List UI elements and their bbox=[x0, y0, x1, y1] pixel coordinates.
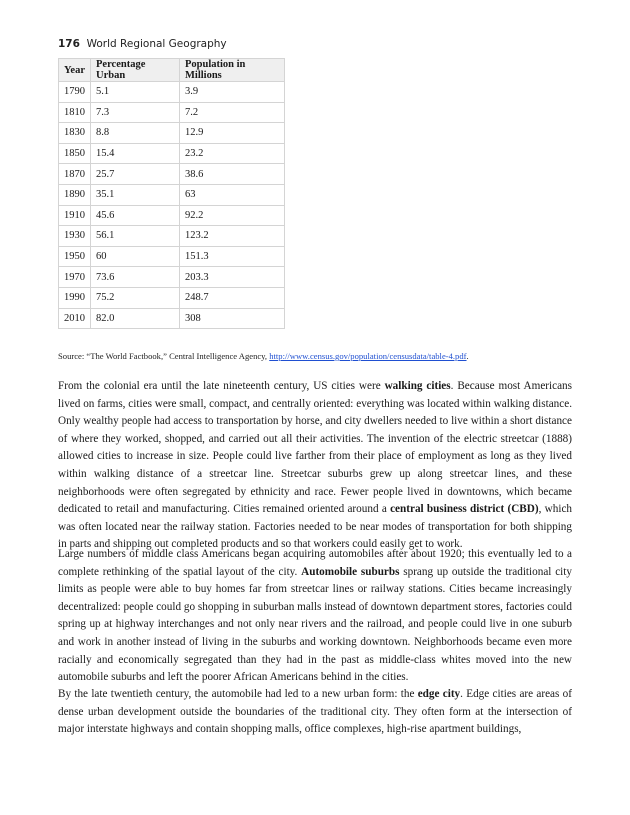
paragraph-walking-cities bbox=[58, 378, 572, 554]
cell-population: 92.2 bbox=[180, 205, 285, 226]
table-row bbox=[59, 184, 285, 205]
table-row bbox=[59, 164, 285, 185]
cell-percentage-urban: 5.1 bbox=[91, 82, 180, 103]
cell-population: 23.2 bbox=[180, 143, 285, 164]
cell-percentage-urban: 15.4 bbox=[91, 143, 180, 164]
book-title: World Regional Geography bbox=[86, 38, 227, 50]
text-run: From the colonial era until the late nineteenth century, US cities were bbox=[58, 380, 385, 392]
term-walking-cities: walking cities bbox=[384, 380, 451, 392]
table-row bbox=[59, 246, 285, 267]
cell-percentage-urban: 56.1 bbox=[91, 226, 180, 247]
table-row bbox=[59, 102, 285, 123]
table-row bbox=[59, 82, 285, 103]
cell-population: 63 bbox=[180, 184, 285, 205]
table-header-row bbox=[59, 59, 285, 82]
cell-population: 7.2 bbox=[180, 102, 285, 123]
text-run: , which was often located near the railway station. Factories needed to be near modes of transportation for both shipping in parts and shipping out completed products and so that workers could easily get to work. bbox=[58, 503, 573, 551]
table-body bbox=[59, 82, 285, 329]
source-text: Source: “The World Factbook,” Central Intelligence Agency, bbox=[58, 351, 270, 361]
census-link[interactable]: http://www.census.gov/population/censusdata/table-4.pdf bbox=[269, 351, 467, 361]
cell-year: 1950 bbox=[59, 246, 91, 267]
column-header-percentage-urban: Percentage Urban bbox=[91, 59, 180, 82]
cell-year: 1930 bbox=[59, 226, 91, 247]
cell-percentage-urban: 35.1 bbox=[91, 184, 180, 205]
cell-year: 1790 bbox=[59, 82, 91, 103]
table-row bbox=[59, 123, 285, 144]
cell-year: 1850 bbox=[59, 143, 91, 164]
column-header-population: Population in Millions bbox=[180, 59, 285, 82]
source-suffix: . bbox=[466, 351, 469, 361]
text-run: . Edge cities are areas of dense urban development outside the boundaries of the traditional city. They often form at the intersection of major interstate highways and contain shopping malls, office complexes, high-rise apartment buildings, bbox=[58, 688, 572, 736]
cell-year: 1890 bbox=[59, 184, 91, 205]
cell-population: 3.9 bbox=[180, 82, 285, 103]
cell-percentage-urban: 60 bbox=[91, 246, 180, 267]
table-row bbox=[59, 205, 285, 226]
cell-population: 308 bbox=[180, 308, 285, 329]
cell-year: 1970 bbox=[59, 267, 91, 288]
text-run: Large numbers of middle class Americans began acquiring automobiles after about 1920; this eventually led to a complete rethinking of the spatial layout of the city. bbox=[58, 548, 572, 578]
paragraph-edge-city bbox=[58, 686, 572, 739]
cell-percentage-urban: 7.3 bbox=[91, 102, 180, 123]
term-edge-city: edge city bbox=[417, 688, 461, 700]
cell-year: 1990 bbox=[59, 287, 91, 308]
table-row bbox=[59, 143, 285, 164]
cell-population: 123.2 bbox=[180, 226, 285, 247]
table-row bbox=[59, 308, 285, 329]
cell-population: 12.9 bbox=[180, 123, 285, 144]
table-row bbox=[59, 287, 285, 308]
table-row bbox=[59, 267, 285, 288]
table-row bbox=[59, 226, 285, 247]
page-number: 176 bbox=[58, 38, 80, 50]
paragraph-automobile-suburbs bbox=[58, 546, 572, 687]
cell-population: 203.3 bbox=[180, 267, 285, 288]
term-automobile-suburbs: Automobile suburbs bbox=[301, 565, 400, 578]
term-cbd: central business district (CBD) bbox=[390, 503, 539, 516]
column-header-year: Year bbox=[59, 59, 91, 82]
urban-population-table bbox=[58, 58, 285, 329]
cell-percentage-urban: 82.0 bbox=[91, 308, 180, 329]
text-run: . Because most Americans lived on farms, cities were small, compact, and centrally oriented: everything was located within walking distance. Only wealthy people had access to transportation by horse, and city dwellers needed to live within a short distance of where they worked, shopped, and carried out all their activities. The invention of the electric streetcar (1888) allowed cities to increase in size. People could live farther from their place of employment as long as they lived within walking distance of a streetcar line. Streetcar suburbs grew up along streetcar lines, and these neighborhoods were often segregated by ethnicity and race. Fewer people lived in downtowns, which became dedicated to retail and manufacturing. Cities remained oriented around a bbox=[58, 380, 573, 516]
table-source-note bbox=[58, 351, 469, 361]
cell-year: 1910 bbox=[59, 205, 91, 226]
cell-year: 1870 bbox=[59, 164, 91, 185]
cell-percentage-urban: 8.8 bbox=[91, 123, 180, 144]
text-run: By the late twentieth century, the automobile had led to a new urban form: the bbox=[58, 688, 418, 700]
page-header bbox=[58, 38, 227, 50]
cell-population: 151.3 bbox=[180, 246, 285, 267]
cell-percentage-urban: 75.2 bbox=[91, 287, 180, 308]
cell-year: 2010 bbox=[59, 308, 91, 329]
cell-percentage-urban: 45.6 bbox=[91, 205, 180, 226]
cell-percentage-urban: 73.6 bbox=[91, 267, 180, 288]
cell-population: 38.6 bbox=[180, 164, 285, 185]
cell-year: 1830 bbox=[59, 123, 91, 144]
cell-percentage-urban: 25.7 bbox=[91, 164, 180, 185]
cell-population: 248.7 bbox=[180, 287, 285, 308]
cell-year: 1810 bbox=[59, 102, 91, 123]
text-run: sprang up outside the traditional city limits as people were able to buy homes far from streetcar lines or railway stations. Cities became increasingly decentralized: people could go shopping in suburban malls instead of downtown department stores, factories could spring up at highway interchanges and not only near rivers and the railroad, and people could live in one suburb and work in another instead of living in the suburbs and working downtown. Neighborhoods became even more racially and economically segregated than they had in the past as middle-class whites moved into the new automobile suburbs and left the poorer African Americans behind in the cities. bbox=[58, 565, 572, 684]
